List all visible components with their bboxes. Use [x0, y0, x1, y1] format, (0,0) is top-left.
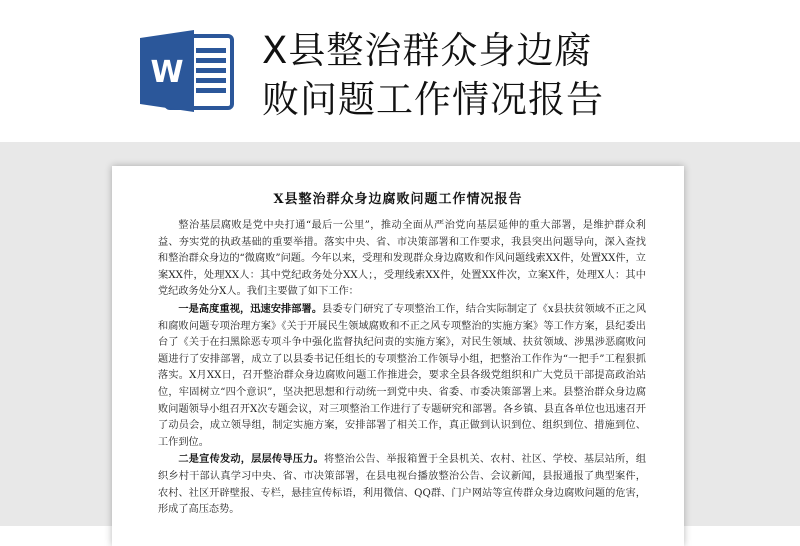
- section-1-text: 县委专门研究了专项整治工作，结合实际制定了《x县扶贫领域不正之风和腐败问题专项治理方案》《关于开展民生领域腐败和不正之风专项整治的实施方案》等工作方案，县纪委出台了《关于在扫黑除恶专项斗争中强化监督执纪问责的实施方案》，对民生领域、扶贫领域、涉黑涉恶腐败问题进行了安排部署，成立了以县委书记任组长的专项整治工作领导小组，把整治工作作为“一把手”工程狠抓落实。X月XX日，召开整治群众身边腐败问题工作推进会，要求全县各级党组织和广大党员干部提高政治站位，牢固树立“四个意识”，坚决把思想和行动统一到党中央、省委、市委决策部署上来。县整治群众身边腐败问题领导小组召开X次专题会议，对三项整治工作进行了专题研究和部署。各乡镇、县直各单位也迅速召开了动员会，成立领导组，制定实施方案，安排部署了相关工作，真正做到认识到位、组织到位、措施到位、工作到位。: [158, 303, 647, 448]
- document-page: [112, 166, 684, 546]
- intro-paragraph: 整治基层腐败是党中央打通“最后一公里”，推动全面从严治党向基层延伸的重大部署，是维护群众利益、夯实党的执政基础的重要举措。落实中央、省、市决策部署和工作要求，我县突出问题导向，深入查找和整治群众身边的“微腐败”问题。今年以来，受理和发现群众身边腐败和作风问题线索XX件，处置XX件，立案XX件，处理XX人：其中党纪政务处分XX人；，受理线索XX件，处置XX件次，立案X件，处理X人：其中党纪政务处分X人。我们主要做了如下工作：: [158, 220, 646, 298]
- document-body: [158, 218, 646, 519]
- section-1-heading: 一是高度重视，迅速安排部署。: [178, 302, 323, 315]
- word-logo-letter: W: [150, 55, 184, 90]
- headline-line-1: X县整治群众身边腐: [262, 29, 593, 72]
- section-2-text: 将整治公告、举报箱置于全县机关、农村、社区、学校、基层站所，组织乡村干部认真学习中央、省、市决策部署，在县电视台播放整治公告、会议新闻，县报通报了典型案件，农村、社区开辟壁报、专栏，悬挂宣传标语，利用微信、QQ群、门户网站等宣传群众身边腐败问题的危害，形成了高压态势。: [158, 454, 647, 516]
- word-icon: [138, 28, 236, 114]
- section-2-paragraph: [158, 451, 646, 518]
- document-title: X县整治群众身边腐败问题工作情况报告: [273, 192, 523, 207]
- section-1-paragraph: [158, 301, 646, 451]
- headline-line-2: 败问题工作情况报告: [262, 78, 604, 121]
- section-2-heading: 二是宣传发动，层层传导压力。: [178, 453, 324, 466]
- header-band: [0, 0, 800, 142]
- page-headline: [262, 26, 782, 124]
